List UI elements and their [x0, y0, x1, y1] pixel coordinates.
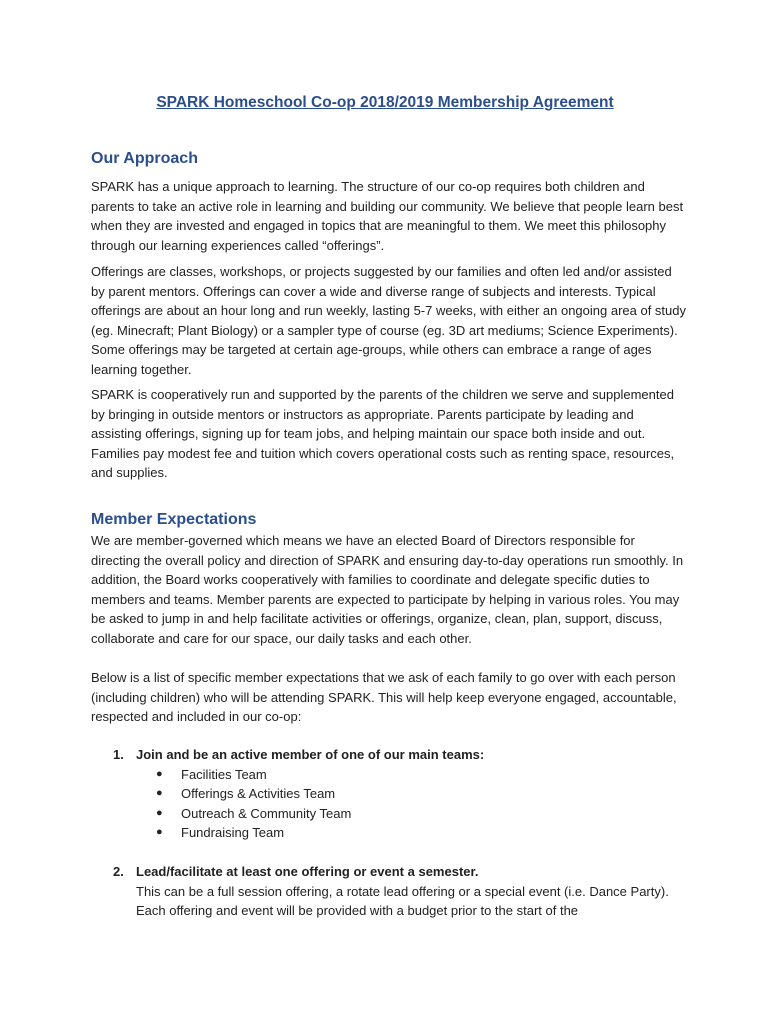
document-title: SPARK Homeschool Co-op 2018/2019 Membership Agreement — [156, 94, 614, 111]
section-heading-approach: Our Approach — [91, 150, 198, 167]
list-item-heading: Lead/facilitate at least one offering or event a semester. — [136, 864, 479, 879]
list-item — [91, 745, 691, 845]
team-label: Offerings & Activities Team — [181, 786, 336, 801]
team-item — [91, 765, 691, 785]
team-item — [91, 804, 691, 824]
bullet-icon: ● — [156, 826, 163, 838]
expectations-list — [91, 745, 691, 918]
bullet-icon: ● — [156, 767, 163, 780]
bullet-icon: ● — [156, 787, 163, 799]
team-item — [91, 784, 691, 804]
section-heading-expectations: Member Expectations — [91, 511, 257, 528]
team-label: Fundraising Team — [181, 825, 285, 840]
list-number: 1. — [113, 747, 124, 762]
list-number: 2. — [113, 864, 124, 879]
list-item-description: This can be a full session offering, a rotate lead offering or a special event (i.e. Dance Party). Each offering and event will be provided with a budget prior to the start of the — [136, 883, 669, 918]
team-label: Facilities Team — [181, 766, 267, 782]
approach-paragraph-1: SPARK has a unique approach to learning. The structure of our co-op requires both children and parents to take an active role in learning and building our community. We believe that people learn best when they are invested and engaged in topics that are meaningful to them. We meet this philosophy through our learning experiences called “offerings”. — [91, 179, 684, 253]
expectations-paragraph-2: Below is a list of specific member expectations that we ask of each family to go over with each person (including children) who will be attending SPARK. This will help keep everyone engaged, accountable, respected and included in our co-op: — [91, 670, 677, 724]
team-item — [91, 823, 691, 843]
bullet-icon: ● — [156, 806, 163, 819]
team-label: Outreach & Community Team — [181, 805, 352, 821]
approach-paragraph-2: Offerings are classes, workshops, or projects suggested by our families and often led and/or assisted by parent mentors. Offerings can cover a wide and diverse range of subjects and interests. Typical offerings are about an hour long and run weekly, lasting 5-7 weeks, with either an ongoing area of study (eg. Minecraft; Plant Biology) or a sampler type of course (eg. 3D art mediums; Science Experiments). Some offerings may be targeted at certain age-groups, while others can embrace a range of ages learning together. — [91, 264, 687, 377]
approach-paragraph-3: SPARK is cooperatively run and supported by the parents of the children we serve and supplemented by bringing in outside mentors or instructors as appropriate. Parents participate by leading and assisting offerings, signing up for team jobs, and helping maintain our space both inside and out. Families pay modest fee and tuition which covers operational costs such as renting space, resources, and supplies. — [91, 387, 675, 480]
list-item — [91, 862, 691, 942]
list-item-heading: Join and be an active member of one of our main teams: — [136, 747, 485, 762]
expectations-paragraph-1: We are member-governed which means we have an elected Board of Directors responsible for directing the overall policy and direction of SPARK and ensuring day-to-day operations run smoothly. In addition, the Board works cooperatively with families to coordinate and delegate specific duties to members and teams. Member parents are expected to participate by helping in various roles. You may be asked to jump in and help facilitate activities or offerings, organize, clean, plan, support, discuss, collaborate and care for our space, our daily tasks and each other. — [91, 533, 684, 646]
